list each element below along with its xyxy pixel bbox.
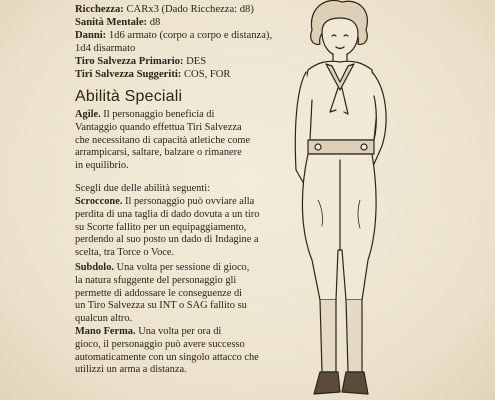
stat-sanita: [75, 16, 160, 29]
stat-value: CARx3 (Dado Ricchezza: d8): [126, 4, 254, 15]
ability-line: perdendo al suo posto un dado di Indagine a: [75, 234, 259, 246]
ability-line: qualcun altro.: [75, 313, 133, 325]
ability-mano-ferma: [75, 326, 290, 377]
ability-line: arrampicarsi, saltare, balzare o rimanere: [75, 147, 242, 159]
ability-line: Il personaggio beneficia di: [103, 109, 215, 120]
ability-subdolo: [75, 262, 290, 326]
ability-line: perdita di una taglia di dado dovuta a un tiro: [75, 208, 260, 220]
ability-title: Mano Ferma.: [75, 326, 136, 337]
stat-value: DES: [186, 56, 207, 67]
stat-label: Ricchezza:: [75, 4, 124, 15]
stat-suggeriti: [75, 68, 231, 81]
ability-line: automaticamente con un singolo attacco che: [75, 351, 259, 363]
stat-value: 1d6 armato (corpo a corpo e distanza),: [108, 30, 273, 41]
ability-line: Una volta per sessione di gioco,: [116, 262, 250, 273]
stat-label: Sanità Mentale:: [75, 17, 148, 28]
stat-ricchezza: [75, 3, 254, 16]
stat-label: Danni:: [75, 30, 107, 41]
ability-line: Il personaggio può ovviare alla: [125, 196, 255, 207]
ability-line: permette di addossare le conseguenze di: [75, 287, 243, 299]
ability-title: Subdolo.: [75, 262, 114, 273]
ability-line: scelta, tra Torce o Voce.: [75, 247, 175, 259]
ability-line: in equilibrio.: [75, 160, 129, 172]
ability-line: gioco, il personaggio può avere successo: [75, 338, 245, 350]
stat-value: 1d4 disarmato: [75, 43, 136, 54]
ability-line: un Tiro Salvezza su INT o SAG fallito su: [75, 300, 247, 312]
stat-primario: [75, 55, 206, 68]
ability-title: Scroccone.: [75, 196, 123, 207]
ability-line: utilizzi un arma a distanza.: [75, 364, 187, 376]
ability-line: la natura sfuggente del personaggio gli: [75, 274, 237, 286]
stat-label: Tiri Salvezza Suggeriti:: [75, 69, 182, 80]
stat-value: COS, FOR: [183, 69, 231, 80]
ability-line: Una volta per ora di: [138, 326, 222, 337]
choose-instruction: Scegli due delle abilità seguenti:: [75, 183, 211, 194]
ability-scroccone: [75, 196, 290, 260]
ability-line: che necessitano di capacità atletiche come: [75, 134, 251, 146]
stat-danni: [75, 29, 272, 42]
section-heading: Abilità Speciali: [75, 88, 183, 105]
ability-title: Agile.: [75, 109, 101, 120]
stat-danni-line2: [75, 42, 135, 55]
ability-line: Vantaggio quando effettua Tiri Salvezza: [75, 121, 242, 133]
stat-label: Tiro Salvezza Primario:: [75, 56, 184, 67]
stat-value: d8: [149, 17, 161, 28]
ability-agile: [75, 109, 290, 173]
ability-line: su Scorte fallito per un equipaggiamento,: [75, 221, 247, 233]
character-illustration: [278, 0, 398, 400]
